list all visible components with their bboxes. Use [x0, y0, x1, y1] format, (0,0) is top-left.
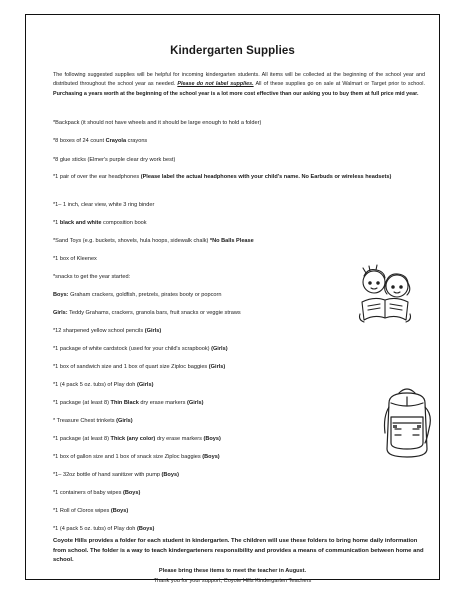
item-backpack: *Backpack (it should not have wheels and it should be large enough to hold a folder) — [53, 120, 262, 126]
item-snacks: *snacks to get the year started: — [53, 274, 131, 280]
item-treasure-chest: * Treasure Chest trinkets (Girls) — [53, 418, 133, 424]
item-playdoh-boys: *1 (4 pack 5 oz. tubs) of Play doh (Boys) — [53, 526, 155, 532]
no-label-notice: Please do not label supplies. — [177, 81, 254, 88]
item-clorox-wipes: *1 Roll of Clorox wipes (Boys) — [53, 508, 129, 514]
item-thick-markers: *1 package (at least 8) Thick (any color) dry erase markers (Boys) — [53, 436, 221, 442]
intro-text: The following suggested supplies will be helpful for incoming kindergarten students. All items will be collected at the beginning of the school year and distributed throughout the school year as needed. — [53, 72, 425, 88]
item-headphones: *1 pair of over the ear headphones (Please label the actual headphones with your child's name. No Earbuds or wireless headsets) — [53, 174, 392, 180]
item-ziploc-boys: *1 box of gallon size and 1 box of snack size Ziploc baggies (Boys) — [53, 454, 220, 460]
backpack-illustration — [381, 383, 433, 461]
item-composition-book: *1 black and white composition book — [53, 220, 147, 226]
item-crayons: *8 boxes of 24 count Crayola crayons — [53, 138, 148, 144]
item-playdoh-girls: *1 (4 pack 5 oz. tubs) of Play doh (Girls) — [53, 382, 154, 388]
thank-you-note: Thank you for your support, Coyote Hills Kindergarten Teachers — [153, 578, 312, 584]
item-binder: *1– 1 inch, clear view, white 3 ring binder — [53, 202, 155, 208]
item-ziploc-girls: *1 box of sandwich size and 1 box of quart size Ziploc baggies (Girls) — [53, 364, 226, 370]
item-glue-sticks: *8 glue sticks (Elmer's purple clear dry work best) — [53, 157, 176, 163]
item-cardstock: *1 package of white cardstock (used for your child's scrapbook) (Girls) — [53, 346, 228, 352]
item-girls-snacks: Girls: Teddy Grahams, crackers, granola bars, fruit snacks or veggie straws — [53, 310, 241, 316]
item-boys-snacks: Boys: Graham crackers, goldfish, pretzels, pirates booty or popcorn — [53, 292, 222, 298]
item-hand-sanitizer: *1– 32oz bottle of hand sanitizer with pump (Boys) — [53, 472, 179, 478]
item-pencils: *12 sharpened yellow school pencils (Girls) — [53, 328, 162, 334]
intro-cost-text: Purchasing a years worth at the beginning of the school year is a lot more cost effective than our asking you to buy them at full price mid year. — [53, 90, 419, 97]
item-kleenex: *1 box of Kleenex — [53, 256, 97, 262]
page-title: Kindergarten Supplies — [170, 45, 295, 57]
item-baby-wipes: *1 containers of baby wipes (Boys) — [53, 490, 141, 496]
item-thin-markers: *1 package (at least 8) Thin Black dry erase markers (Girls) — [53, 400, 204, 406]
folder-paragraph: Coyote Hills provides a folder for each student in kindergarten. The children will use these folders to bring home daily information from school. The folder is a way to teach kindergarteners responsibility and provides a means of communication between home and school. — [53, 538, 424, 563]
children-reading-illustration — [352, 262, 418, 326]
item-sand-toys: *Sand Toys (e.g. buckets, shovels, hula hoops, sidewalk chalk) *No Balls Please — [53, 238, 254, 244]
bring-items-note: Please bring these items to meet the teacher in August. — [158, 568, 307, 574]
intro-sale-text: All of these supplies go on sale at Walmart or Target prior to school. — [255, 81, 425, 88]
intro-paragraph — [53, 71, 425, 99]
supply-list-page — [25, 14, 440, 584]
